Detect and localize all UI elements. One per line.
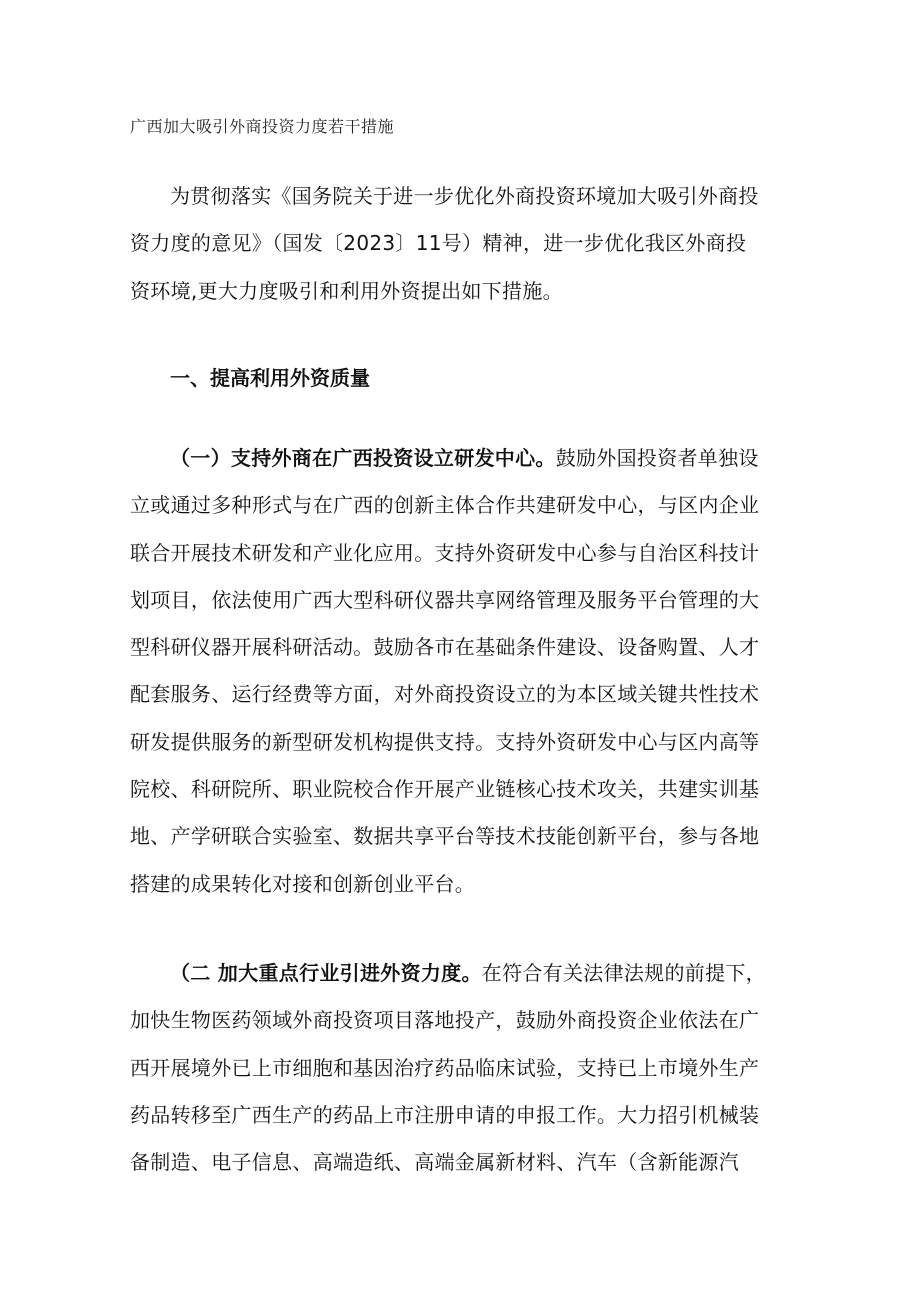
paragraph-line: 西开展境外已上市细胞和基因治疗药品临床试验，支持已上市境外生产 (130, 1055, 760, 1080)
section-heading-1: 一、提高利用外资质量 (170, 366, 370, 390)
item-2-first-line-rest: 在符合有关法律法规的前提下， (481, 961, 766, 985)
intro-paragraph (130, 173, 800, 315)
item-2-paragraph (130, 950, 800, 1186)
paragraph-line: 研发提供服务的新型研发机构提供支持。支持外资研发中心与区内高等 (130, 729, 760, 754)
paragraph-line: 划项目，依法使用广西大型科研仪器共享网络管理及服务平台管理的大 (130, 587, 760, 612)
intro-line: 资环境,更大力度吸引和利用外资提出如下措施。 (130, 278, 563, 303)
paragraph-line: 配套服务、运行经费等方面，对外商投资设立的为本区域关键共性技术 (130, 682, 760, 707)
document-title: 广西加大吸引外商投资力度若干措施 (130, 117, 395, 136)
paragraph-line: 立或通过多种形式与在广西的创新主体合作共建研发中心，与区内企业 (130, 493, 760, 518)
item-2-lead: （二 加大重点行业引进外资力度。 (170, 961, 482, 985)
paragraph-line: 院校、科研院所、职业院校合作开展产业链核心技术攻关，共建实训基 (130, 777, 760, 802)
intro-line: 为贯彻落实《国务院关于进一步优化外商投资环境加大吸引外商投 (170, 184, 759, 208)
item-1-lead: （一）支持外商在广西投资设立研发中心。 (170, 446, 556, 470)
paragraph-line: 联合开展技术研发和产业化应用。支持外资研发中心参与自治区科技计 (130, 540, 760, 565)
paragraph-line: 备制造、电子信息、高端造纸、高端金属新材料、汽车（含新能源汽 (130, 1150, 739, 1175)
item-1-first-line-rest: 鼓励外国投资者单独设 (555, 446, 759, 470)
paragraph-line: 地、产学研联合实验室、数据共享平台等技术技能创新平台，参与各地 (130, 824, 760, 849)
item-2-first-line (130, 950, 800, 997)
paragraph-line: 药品转移至广西生产的药品上市注册申请的申报工作。大力招引机械装 (130, 1102, 760, 1127)
paragraph-line: 型科研仪器开展科研活动。鼓励各市在基础条件建设、设备购置、人才 (130, 635, 760, 660)
paragraph-line: 搭建的成果转化对接和创新创业平台。 (130, 871, 476, 896)
intro-line: 资力度的意见》（国发〔2023〕11号）精神，进一步优化我区外商投 (130, 231, 747, 256)
item-1-paragraph (130, 435, 800, 908)
paragraph-line: 加快生物医药领域外商投资项目落地投产，鼓励外商投资企业依法在广 (130, 1008, 760, 1033)
item-1-first-line (130, 435, 800, 482)
